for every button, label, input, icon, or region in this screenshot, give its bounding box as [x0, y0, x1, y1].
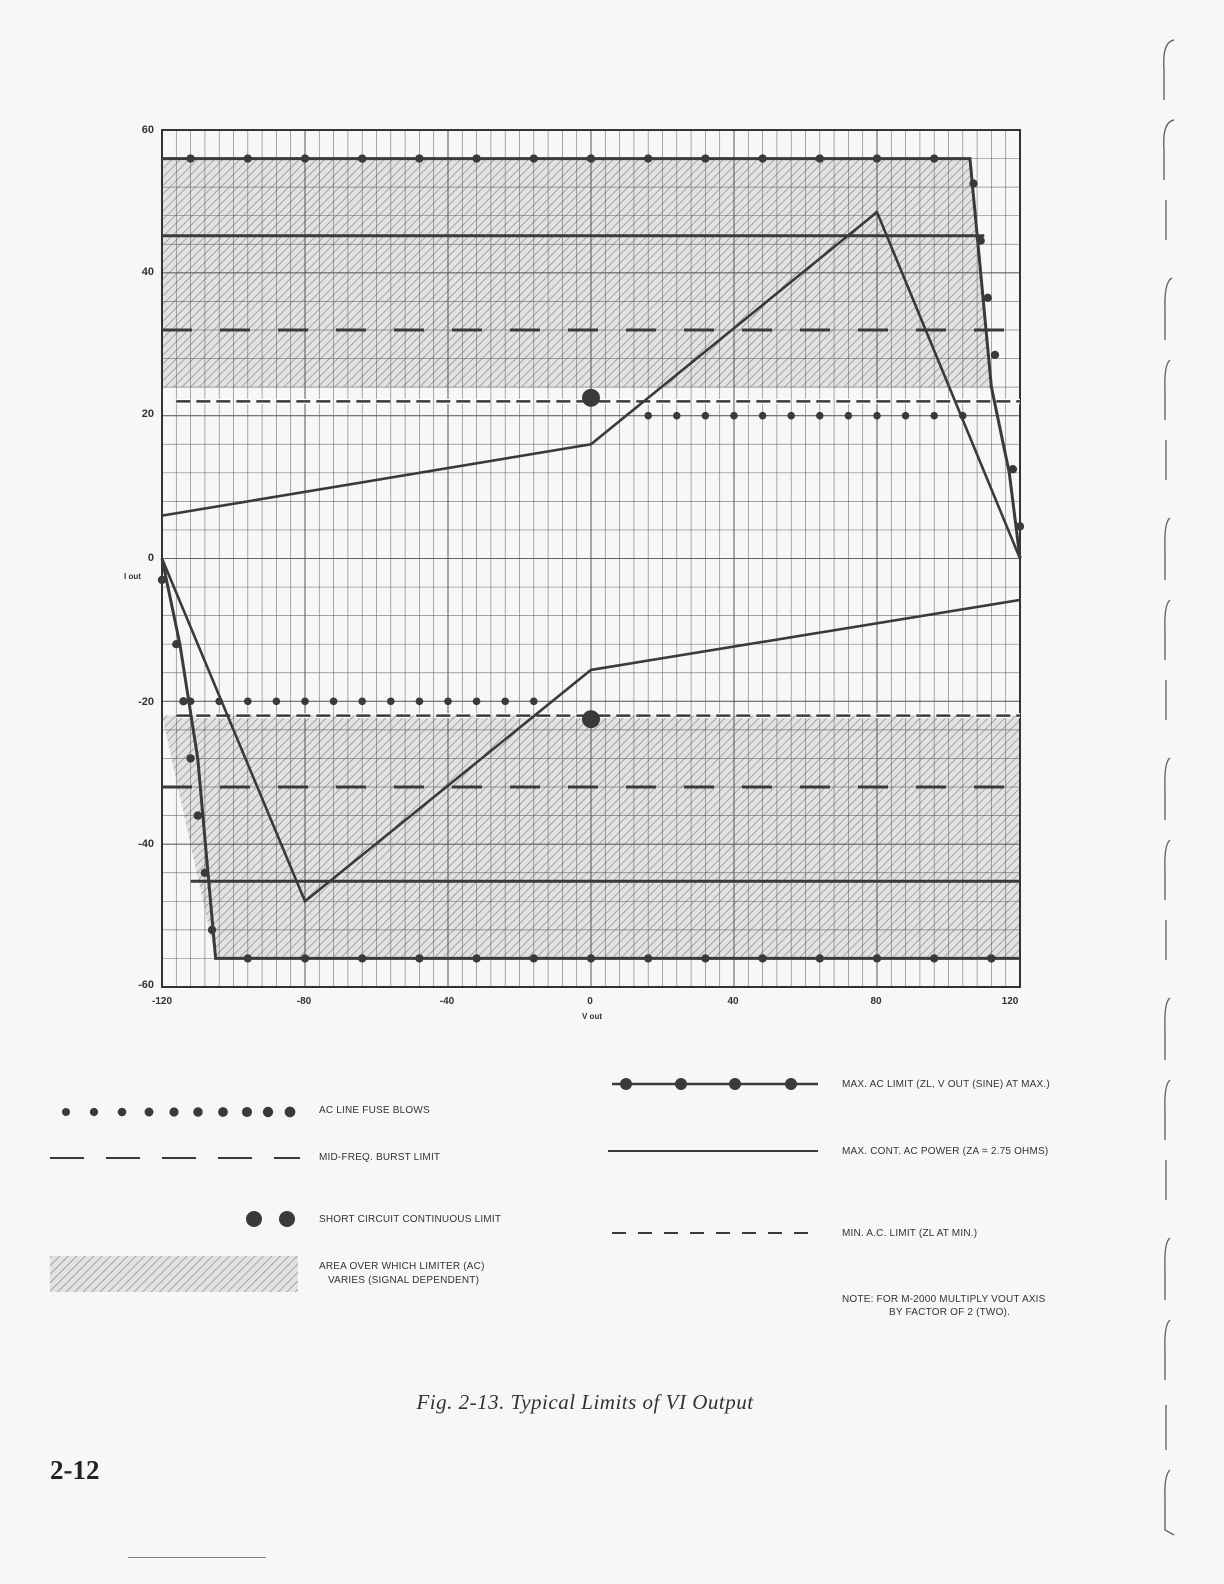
max-ac-limit-dot	[987, 954, 995, 962]
legend-fuse-label: AC LINE FUSE BLOWS	[319, 1105, 430, 1116]
max-ac-limit-dot	[758, 954, 766, 962]
max-ac-limit-dot	[587, 954, 595, 962]
x-tick-label: 40	[727, 996, 739, 1007]
legend-note-line-1: NOTE: FOR M-2000 MULTIPLY VOUT AXIS	[842, 1294, 1046, 1305]
max-ac-limit-dot	[976, 236, 984, 244]
max-ac-limit-dot	[644, 954, 652, 962]
max-ac-limit-dot	[244, 954, 252, 962]
binding-bracket	[1165, 1470, 1174, 1535]
max-ac-limit-dot	[358, 954, 366, 962]
max-ac-limit-dot	[873, 954, 881, 962]
fuse-blow-dot	[787, 412, 795, 420]
x-tick-label: -80	[296, 996, 312, 1007]
binding-bracket	[1165, 600, 1170, 660]
max-ac-limit-dot	[244, 154, 252, 162]
figure-caption: Fig. 2-13. Typical Limits of VI Output	[416, 1390, 754, 1414]
binding-bracket	[1165, 1238, 1170, 1300]
fuse-blow-dot	[816, 412, 824, 420]
y-tick-label: -40	[138, 838, 154, 850]
fuse-blow-dot	[930, 412, 938, 420]
legend-fuse-dot	[285, 1107, 296, 1118]
max-ac-limit-dot	[415, 954, 423, 962]
fuse-blow-dot	[530, 698, 538, 706]
legend-fuse-dot	[193, 1107, 203, 1117]
legend-max-ac-dot	[785, 1078, 797, 1090]
max-ac-limit-dot	[816, 154, 824, 162]
max-ac-limit-dot	[984, 294, 992, 302]
legend-fuse-dot	[218, 1107, 228, 1117]
y-tick-label: 60	[141, 124, 154, 136]
legend-min-ac-label: MIN. A.C. LIMIT (ZL AT MIN.)	[842, 1228, 978, 1239]
legend-fuse-dot	[242, 1107, 252, 1117]
legend-max-ac-dot	[620, 1078, 632, 1090]
short-circuit-dot	[582, 389, 600, 407]
fuse-blow-dot	[301, 698, 309, 706]
max-ac-limit-dot	[358, 154, 366, 162]
legend-short-dot	[246, 1211, 262, 1227]
max-ac-limit-dot	[186, 754, 194, 762]
max-ac-limit-dot	[186, 154, 194, 162]
fuse-blow-dot	[187, 698, 195, 706]
max-ac-limit-dot	[701, 954, 709, 962]
legend-max-ac-dot	[729, 1078, 741, 1090]
max-ac-limit-dot	[530, 954, 538, 962]
fuse-blow-dot	[215, 698, 223, 706]
max-ac-limit-dot	[172, 640, 180, 648]
y-tick-label: -20	[138, 696, 154, 708]
fuse-blow-dot	[244, 698, 252, 706]
fuse-blow-dot	[501, 698, 509, 706]
x-tick-label: 0	[587, 996, 593, 1007]
fuse-blow-dot	[673, 412, 681, 420]
fuse-blow-dot	[444, 698, 452, 706]
max-ac-limit-dot	[758, 154, 766, 162]
legend-burst-label: MID-FREQ. BURST LIMIT	[319, 1152, 441, 1163]
legend-fuse-dot	[62, 1108, 70, 1116]
max-ac-limit-dot	[873, 154, 881, 162]
max-ac-limit-dot	[472, 154, 480, 162]
max-ac-limit-dot	[969, 179, 977, 187]
binding-bracket	[1165, 998, 1170, 1060]
max-ac-limit-dot	[587, 154, 595, 162]
footnote-rule	[128, 1557, 266, 1558]
max-ac-limit-dot	[179, 697, 187, 705]
fuse-blow-dot	[759, 412, 767, 420]
x-tick-label: -120	[151, 996, 173, 1007]
binding-bracket	[1165, 840, 1170, 900]
fuse-blow-dot	[845, 412, 853, 420]
legend-max-cont-label: MAX. CONT. AC POWER (ZA = 2.75 OHMS)	[842, 1146, 1049, 1157]
max-ac-limit-dot	[158, 576, 166, 584]
binding-bracket	[1165, 278, 1172, 340]
y-tick-label: 20	[141, 408, 154, 420]
max-ac-limit-dot	[208, 926, 216, 934]
y-tick-label: 40	[141, 266, 154, 278]
binding-bracket	[1164, 40, 1174, 100]
binding-bracket	[1165, 758, 1170, 820]
fuse-blow-dot	[644, 412, 652, 420]
max-ac-limit-dot	[644, 154, 652, 162]
max-ac-limit-dot	[930, 154, 938, 162]
legend-area-swatch	[50, 1256, 298, 1292]
x-tick-label: -40	[439, 996, 455, 1007]
max-ac-limit-dot	[472, 954, 480, 962]
max-ac-limit-dot	[1009, 465, 1017, 473]
binding-bracket	[1164, 120, 1174, 180]
fuse-blow-dot	[730, 412, 738, 420]
max-ac-limit-dot	[301, 154, 309, 162]
fuse-blow-dot	[702, 412, 710, 420]
binding-brackets	[1152, 30, 1182, 1550]
y-axis-label: I out	[124, 572, 141, 581]
x-axis-label: V out	[582, 1012, 602, 1021]
binding-bracket	[1165, 360, 1170, 420]
legend-max-ac-dot	[675, 1078, 687, 1090]
max-ac-limit-dot	[816, 954, 824, 962]
max-ac-limit-dot	[194, 811, 202, 819]
fuse-blow-dot	[473, 698, 481, 706]
binding-bracket	[1165, 1320, 1170, 1380]
fuse-blow-dot	[902, 412, 910, 420]
fuse-blow-dot	[416, 698, 424, 706]
max-ac-limit-dot	[415, 154, 423, 162]
fuse-blow-dot	[873, 412, 881, 420]
binding-bracket	[1165, 518, 1170, 580]
legend-short-label: SHORT CIRCUIT CONTINUOUS LIMIT	[319, 1214, 502, 1225]
x-tick-label: 120	[1001, 996, 1019, 1007]
max-ac-limit-dot	[1016, 522, 1024, 530]
fuse-blow-dot	[959, 412, 967, 420]
max-ac-limit-dot	[701, 154, 709, 162]
y-tick-label: -60	[138, 979, 154, 991]
legend-max-ac-label: MAX. AC LIMIT (ZL, V OUT (SINE) AT MAX.)	[842, 1079, 1050, 1090]
x-tick-label: 80	[870, 996, 882, 1007]
max-ac-limit-dot	[301, 954, 309, 962]
legend-area-label-2: VARIES (SIGNAL DEPENDENT)	[328, 1275, 480, 1286]
fuse-blow-dot	[273, 698, 281, 706]
binding-bracket	[1165, 1080, 1170, 1140]
max-ac-limit-dot	[930, 954, 938, 962]
legend-note-line-2: BY FACTOR OF 2 (TWO).	[889, 1307, 1011, 1318]
legend-area-label-1: AREA OVER WHICH LIMITER (AC)	[319, 1261, 485, 1272]
short-circuit-dot	[582, 710, 600, 728]
legend-short-dot	[279, 1211, 295, 1227]
legend-fuse-dot	[90, 1108, 98, 1116]
legend-fuse-dot	[118, 1108, 127, 1117]
fuse-blow-dot	[387, 698, 395, 706]
fuse-blow-dot	[358, 698, 366, 706]
legend-fuse-dot	[145, 1108, 154, 1117]
max-ac-limit-dot	[201, 869, 209, 877]
legend-fuse-dot	[263, 1107, 273, 1117]
y-tick-label: 0	[147, 552, 154, 564]
legend-fuse-dot	[169, 1107, 178, 1116]
page-number: 2-12	[50, 1455, 100, 1485]
max-ac-limit-dot	[530, 154, 538, 162]
max-ac-limit-dot	[991, 351, 999, 359]
fuse-blow-dot	[330, 698, 338, 706]
